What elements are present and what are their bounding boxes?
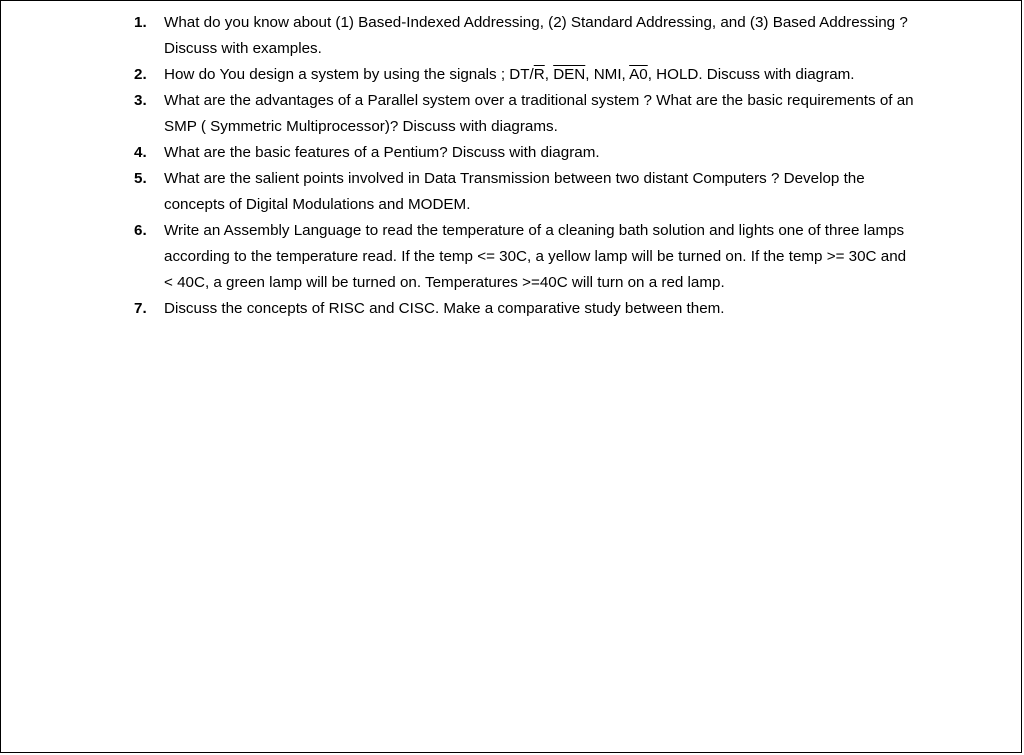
question-text: What do you know about (1) Based-Indexed Addressing, (2) Standard Addressing, and (3) Based Addressing ? Discuss with examples.	[164, 14, 908, 57]
question-item	[134, 10, 914, 62]
question-text-part: , NMI,	[585, 66, 630, 83]
question-text-part: , HOLD. Discuss with diagram.	[647, 66, 855, 83]
question-number: 6.	[134, 222, 147, 239]
question-text: What are the advantages of a Parallel system over a traditional system ? What are the basic requirements of an SMP ( Symmetric Multiprocessor)? Discuss with diagrams.	[164, 92, 914, 135]
question-number: 5.	[134, 170, 147, 187]
question-item	[134, 296, 914, 322]
signal-den-overline: $\overline{DEN}$	[553, 66, 586, 83]
question-text: What are the basic features of a Pentium? Discuss with diagram.	[164, 144, 600, 161]
question-item	[134, 218, 914, 296]
question-item	[134, 88, 914, 140]
signal-r-overline: $\overline{R}$	[533, 66, 545, 83]
question-text: What are the salient points involved in Data Transmission between two distant Computers ? Develop the concepts of Digital Modulations and MODEM.	[164, 170, 865, 213]
question-list	[134, 10, 914, 322]
question-item	[134, 166, 914, 218]
question-text: Write an Assembly Language to read the temperature of a cleaning bath solution and lights one of three lamps according to the temperature read. If the temp <= 30C, a yellow lamp will be turned on. If the temp >= 30C and < 40C, a green lamp will be turned on. Temperatures >=40C will turn on a red lamp.	[164, 222, 907, 291]
question-text	[164, 62, 914, 88]
question-text: Discuss the concepts of RISC and CISC. Make a comparative study between them.	[164, 300, 725, 317]
question-number: 1.	[134, 14, 147, 31]
question-number: 3.	[134, 92, 147, 109]
question-number: 4.	[134, 144, 147, 161]
question-text-part: How do You design a system by using the signals ; DT/	[164, 66, 534, 83]
question-number: 2.	[134, 66, 147, 83]
signal-a0-overline: A0	[629, 66, 648, 83]
question-item	[134, 140, 914, 166]
question-item	[134, 62, 914, 88]
question-text-part: ,	[544, 66, 554, 83]
question-number: 7.	[134, 300, 147, 317]
